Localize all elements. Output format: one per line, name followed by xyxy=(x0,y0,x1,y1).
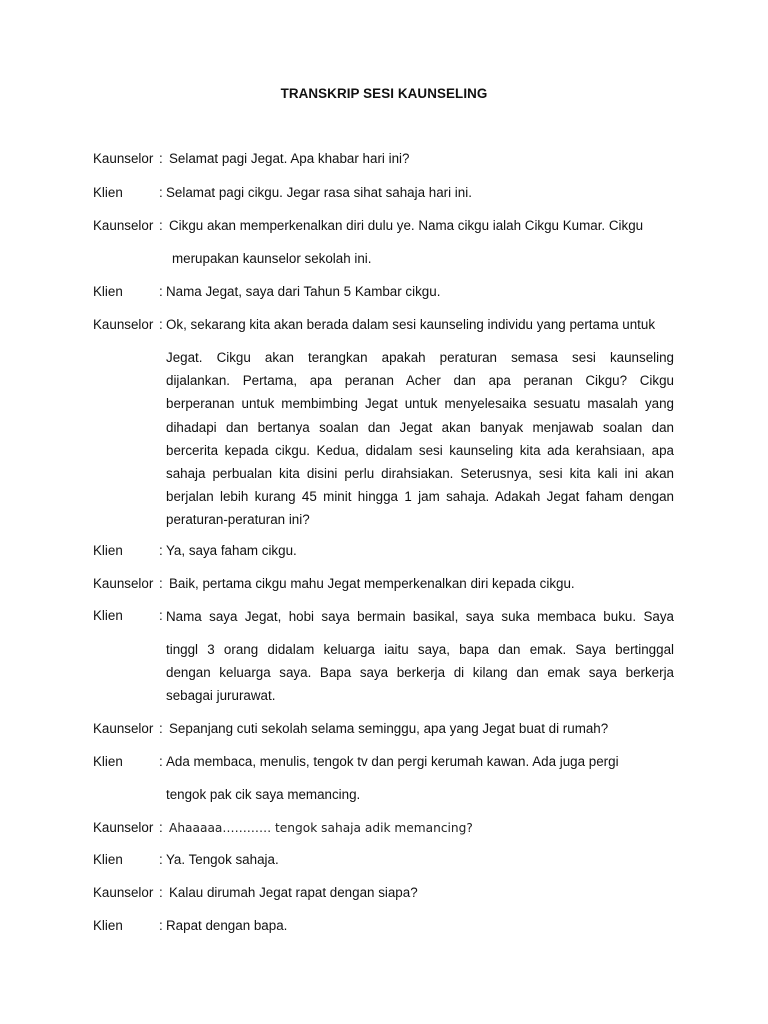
speaker-label: Kaunselor xyxy=(93,820,154,835)
utterance-line: Rapat dengan bapa. xyxy=(166,918,288,933)
speaker-label: Kaunselor xyxy=(93,317,154,332)
utterance-line: Ada membaca, menulis, tengok tv dan pergi kerumah kawan. Ada juga pergi xyxy=(166,754,619,769)
utterance-paragraph xyxy=(166,638,674,708)
utterance-line: Baik, pertama cikgu mahu Jegat memperkenalkan diri kepada cikgu. xyxy=(169,576,575,591)
utterance-line: bercerita kepada cikgu. Kedua, didalam sesi kaunseling kita ada kerahsiaan, apa xyxy=(166,442,674,458)
speaker-separator: : xyxy=(159,543,163,558)
speaker-separator: : xyxy=(159,721,163,736)
utterance-line: tinggl 3 orang didalam keluarga iaitu saya, bapa dan emak. Saya bertinggal xyxy=(166,642,674,657)
speaker-separator: : xyxy=(159,885,163,900)
speaker-label: Klien xyxy=(93,754,123,769)
speaker-label: Klien xyxy=(93,284,123,299)
utterance-line: Cikgu akan memperkenalkan diri dulu ye. Nama cikgu ialah Cikgu Kumar. Cikgu xyxy=(169,218,644,233)
utterance-line: dijalankan. Pertama, apa peranan Acher dan apa peranan Cikgu? Cikgu xyxy=(166,373,674,389)
speaker-separator: : xyxy=(159,284,163,299)
speaker-separator: : xyxy=(159,576,163,591)
utterance-line: Ahaaaaa………… tengok sahaja adik memancing? xyxy=(169,821,473,835)
speaker-separator: : xyxy=(159,218,163,233)
utterance-line: Nama saya Jegat, hobi saya bermain basikal, saya suka membaca buku. Saya xyxy=(166,609,674,624)
speaker-label: Klien xyxy=(93,543,123,558)
speaker-label: Kaunselor xyxy=(93,151,154,166)
utterance-line: peraturan-peraturan ini? xyxy=(166,512,310,528)
speaker-label: Klien xyxy=(93,608,123,623)
speaker-separator: : xyxy=(159,918,163,933)
speaker-separator: : xyxy=(159,608,163,623)
speaker-separator: : xyxy=(159,185,163,200)
speaker-separator: : xyxy=(159,317,163,332)
utterance-line: Sepanjang cuti sekolah selama seminggu, apa yang Jegat buat di rumah? xyxy=(169,721,609,736)
speaker-separator: : xyxy=(159,151,163,166)
utterance-line: sebagai jururawat. xyxy=(166,688,276,704)
speaker-label: Klien xyxy=(93,852,123,867)
speaker-label: Kaunselor xyxy=(93,576,154,591)
utterance-line: Ok, sekarang kita akan berada dalam sesi kaunseling individu yang pertama untuk xyxy=(166,317,656,332)
speaker-label: Klien xyxy=(93,918,123,933)
utterance-line: Kalau dirumah Jegat rapat dengan siapa? xyxy=(169,885,418,900)
speaker-label: Klien xyxy=(93,185,123,200)
utterance-line: merupakan kaunselor sekolah ini. xyxy=(172,251,372,266)
speaker-label: Kaunselor xyxy=(93,218,154,233)
utterance-line: Jegat. Cikgu akan terangkan apakah peraturan semasa sesi kaunseling xyxy=(166,350,674,365)
document-title: TRANSKRIP SESI KAUNSELING xyxy=(280,86,488,101)
utterance-line: Ya, saya faham cikgu. xyxy=(166,543,297,558)
utterance-line: berjalan lebih kurang 45 minit hingga 1 jam sahaja. Adakah Jegat faham dengan xyxy=(166,489,674,505)
utterance-line: Selamat pagi Jegat. Apa khabar hari ini? xyxy=(169,151,410,166)
speaker-separator: : xyxy=(159,754,163,769)
utterance-line: dengan keluarga saya. Bapa saya berkerja di kilang dan emak saya berkerja xyxy=(166,665,674,681)
utterance-line: Ya. Tengok sahaja. xyxy=(166,852,279,867)
utterance-paragraph xyxy=(166,605,674,628)
speaker-label: Kaunselor xyxy=(93,885,154,900)
utterance-paragraph xyxy=(166,346,674,532)
utterance-line: tengok pak cik saya memancing. xyxy=(166,787,361,802)
utterance-line: Selamat pagi cikgu. Jegar rasa sihat sahaja hari ini. xyxy=(166,185,472,200)
speaker-label: Kaunselor xyxy=(93,721,154,736)
utterance-line: sahaja perbualan kita disini perlu dirahsiakan. Seterusnya, sesi kita kali ini akan xyxy=(166,466,674,482)
speaker-separator: : xyxy=(159,852,163,867)
utterance-line: dihadapi dan bertanya soalan dan Jegat akan banyak menjawab soalan dan xyxy=(166,419,674,435)
utterance-line: berperanan untuk membimbing Jegat untuk menyelesaika sesuatu masalah yang xyxy=(166,396,674,412)
speaker-separator: : xyxy=(159,820,163,835)
utterance-line: Nama Jegat, saya dari Tahun 5 Kambar cikgu. xyxy=(166,284,441,299)
